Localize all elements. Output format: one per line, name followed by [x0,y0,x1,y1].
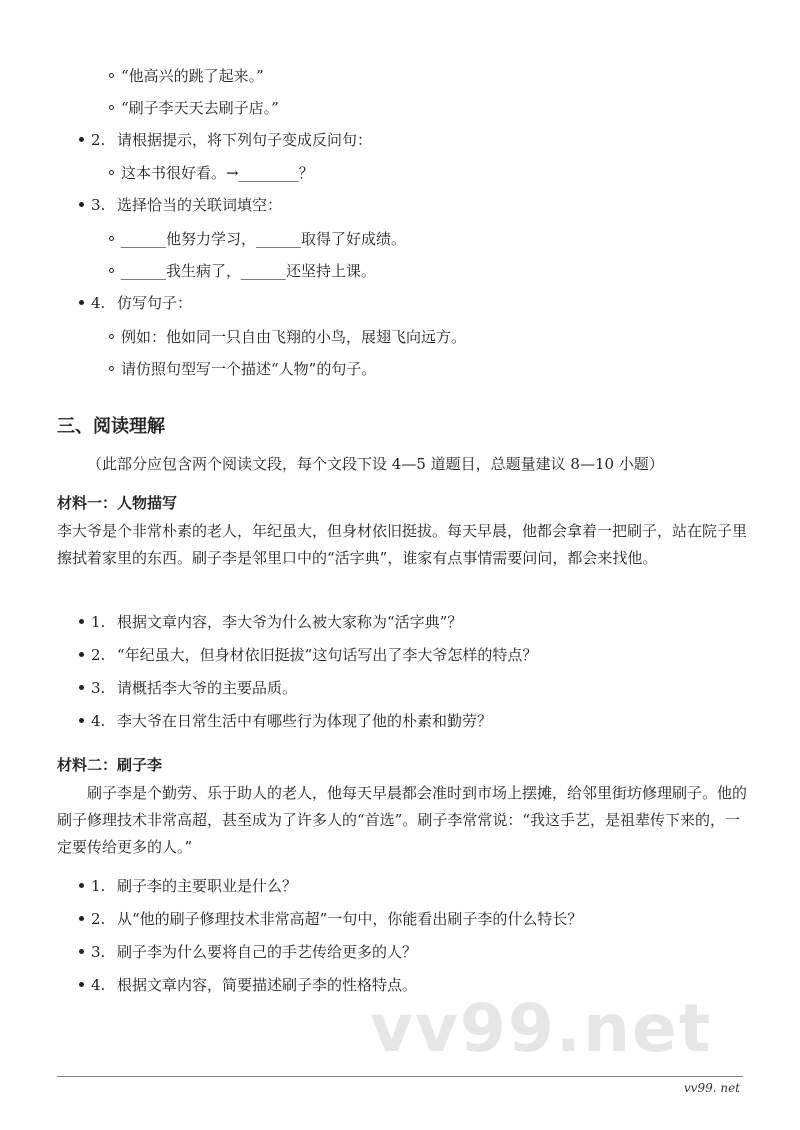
question-text: 从“他的刷子修理技术非常高超”一句中，你能看出刷子李的什么特长？ [117,910,583,928]
bullet-icon [79,949,84,954]
watermark: vv99.net [370,990,713,1067]
question-number: 3. [91,943,106,961]
example-sentence: “他高兴的跳了起来。” [121,67,264,85]
sub-item: 例如：他如同一只自由飞翔的小鸟，展翅飞向远方。 [121,328,467,346]
question-text: 刷子李的主要职业是什么？ [117,877,298,895]
footer-divider [57,1076,743,1077]
question-number: 2. [91,131,106,149]
question-number: 4. [91,294,106,312]
question-text: 选择恰当的关联词填空： [117,196,283,214]
bullet-icon [79,982,84,987]
material-title: 材料一：人物描写 [57,494,178,512]
bullet-icon [79,202,84,207]
question-number: 3. [91,196,106,214]
sub-bullet-icon [109,236,114,241]
bullet-icon [79,137,84,142]
sub-item: ______我生病了，______还坚持上课。 [121,262,377,280]
section-title: 三、阅读理解 [57,416,165,437]
sub-item: 这本书很好看。→________？ [121,164,314,182]
sub-bullet-icon [109,170,114,175]
section-note: （此部分应包含两个阅读文段，每个文段下设 4—5 道题目，总题量建议 8—10 小题） [87,455,664,473]
question-number: 3. [91,679,106,697]
question-text: “年纪虽大，但身材依旧挺拔”这句话写出了李大爷怎样的特点？ [117,646,538,664]
question-number: 1. [91,877,106,895]
question-text: 根据文章内容，李大爷为什么被大家称为“活字典”？ [117,613,463,631]
bullet-icon [79,718,84,723]
material-paragraph: 李大爷是个非常朴素的老人，年纪虽大，但身材依旧挺拔。每天早晨，他都会拿着一把刷子，站在院子里擦拭着家里的东西。刷子李是邻里口中的“活字典”，谁家有点事情需要问问，都会来找他。 [57,522,748,567]
question-number: 2. [91,646,106,664]
sub-bullet-icon [109,73,114,78]
question-number: 4. [91,976,106,994]
footer-site: vv99. net [683,1081,740,1095]
bullet-icon [79,652,84,657]
bullet-icon [79,883,84,888]
sub-bullet-icon [109,105,114,110]
question-text: 根据文章内容，简要描述刷子李的性格特点。 [117,976,418,994]
bullet-icon [79,916,84,921]
sub-bullet-icon [109,334,114,339]
question-number: 1. [91,613,106,631]
question-text: 刷子李为什么要将自己的手艺传给更多的人？ [117,943,418,961]
question-text: 请概括李大爷的主要品质。 [117,679,298,697]
question-number: 2. [91,910,106,928]
bullet-icon [79,300,84,305]
question-text: 仿写句子： [117,294,193,312]
question-text: 李大爷在日常生活中有哪些行为体现了他的朴素和勤劳？ [117,712,493,730]
question-text: 请根据提示，将下列句子变成反问句： [117,131,373,149]
material-title: 材料二：刷子李 [57,756,163,774]
material-paragraph: 刷子李是个勤劳、乐于助人的老人，他每天早晨都会准时到市场上摆摊，给邻里街坊修理刷子。他的刷子修理技术非常高超，甚至成为了许多人的“首选”。刷子李常常说：“我这手艺，是祖辈传下来的，一定要传给更多的人。” [57,784,748,856]
bullet-icon [79,685,84,690]
bullet-icon [79,619,84,624]
sub-item: 请仿照句型写一个描述“人物”的句子。 [121,360,377,378]
example-sentence: “刷子李天天去刷子店。” [121,99,279,117]
sub-bullet-icon [109,268,114,273]
question-number: 4. [91,712,106,730]
sub-bullet-icon [109,366,114,371]
sub-item: ______他努力学习，______取得了好成绩。 [121,230,407,248]
